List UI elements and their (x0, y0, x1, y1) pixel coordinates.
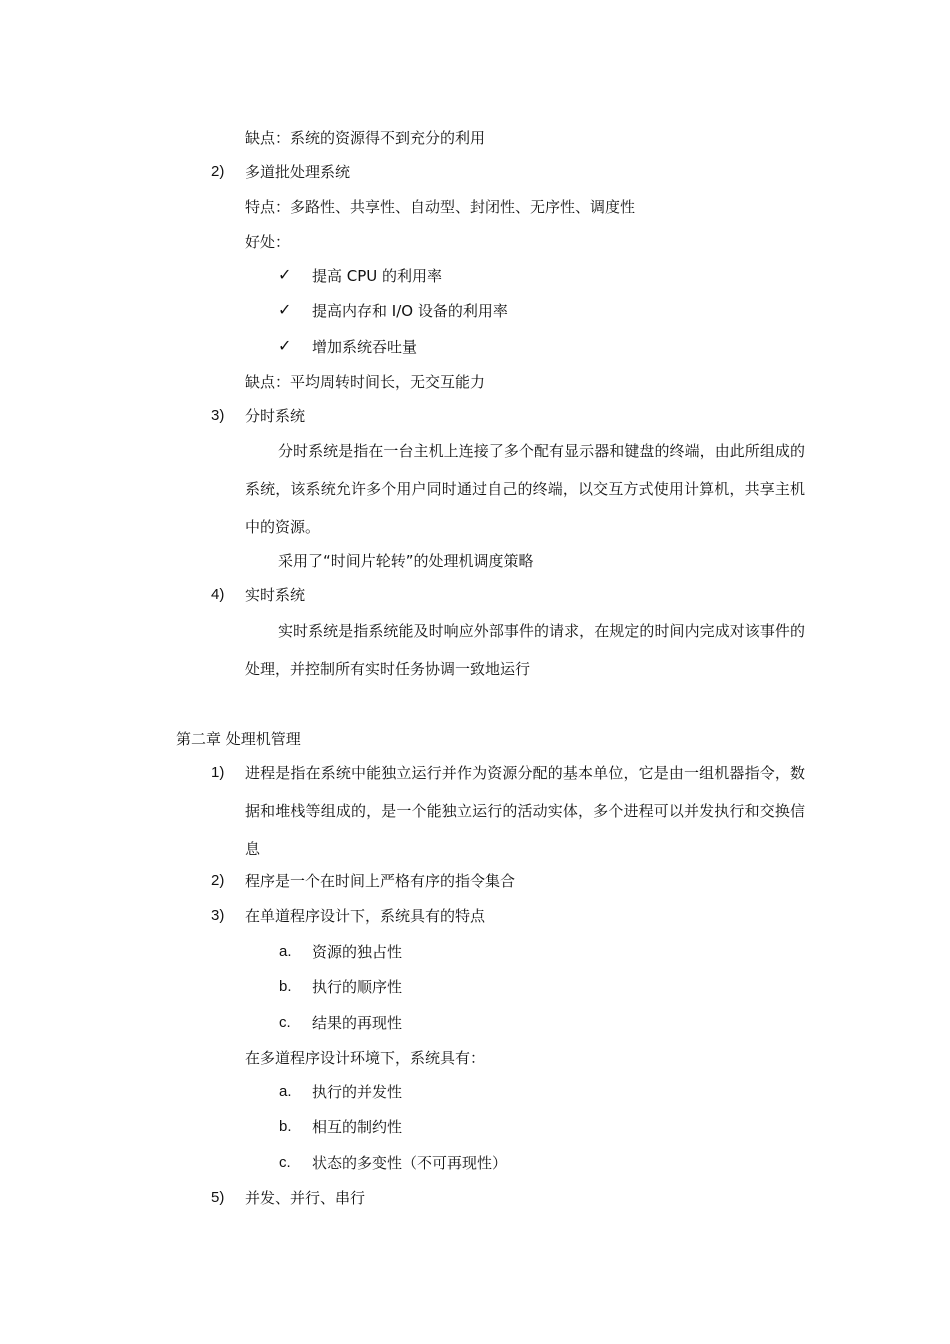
list-number: 4) (211, 586, 225, 603)
checkmark-icon: ✓ (278, 265, 292, 284)
list-number: 2) (211, 872, 225, 889)
chapter-heading: 第二章 处理机管理 (176, 730, 301, 748)
checkmark-icon: ✓ (278, 336, 292, 355)
realtime-title: 实时系统 (245, 586, 306, 604)
benefit-item: 提高 CPU 的利用率 (312, 267, 443, 285)
list-number: 1) (211, 764, 225, 781)
multi-feature-item: 执行的并发性 (312, 1083, 403, 1101)
sub-list-marker: a. (279, 943, 292, 960)
process-definition: 进程是指在系统中能独立运行并作为资源分配的基本单位，它是由一组机器指令，数据和堆栈等组成的，是一个能独立运行的活动实体，多个进程可以并发执行和交换信息 (245, 764, 805, 858)
sub-list-marker: c. (279, 1154, 291, 1171)
multi-batch-title: 多道批处理系统 (245, 163, 351, 181)
timesharing-strategy: 采用了“时间片轮转”的处理机调度策略 (278, 552, 534, 570)
timesharing-title: 分时系统 (245, 407, 306, 425)
benefit-item: 增加系统吞吐量 (312, 338, 418, 356)
list-number: 3) (211, 407, 225, 424)
single-feature-item: 结果的再现性 (312, 1014, 403, 1032)
list-number: 3) (211, 907, 225, 924)
checkmark-icon: ✓ (278, 300, 292, 319)
list-number: 2) (211, 163, 225, 180)
sub-list-marker: a. (279, 1083, 292, 1100)
single-batch-cons: 缺点：系统的资源得不到充分的利用 (245, 129, 486, 147)
sub-list-marker: b. (279, 1118, 292, 1135)
single-feature-item: 执行的顺序性 (312, 978, 403, 996)
list-number: 5) (211, 1189, 225, 1206)
timesharing-description: 分时系统是指在一台主机上连接了多个配有显示器和键盘的终端，由此所组成的系统，该系统允许多个用户同时通过自己的终端，以交互方式使用计算机，共享主机中的资源。 (245, 442, 805, 536)
benefits-label: 好处： (245, 233, 291, 251)
single-program-intro: 在单道程序设计下，系统具有的特点 (245, 907, 486, 925)
sub-list-marker: b. (279, 978, 292, 995)
sub-list-marker: c. (279, 1014, 291, 1031)
multi-batch-features: 特点：多路性、共享性、自动型、封闭性、无序性、调度性 (245, 198, 636, 216)
benefit-item: 提高内存和 I/O 设备的利用率 (312, 302, 508, 320)
concurrency-item: 并发、并行、串行 (245, 1189, 366, 1207)
program-definition: 程序是一个在时间上严格有序的指令集合 (245, 872, 516, 890)
multi-program-intro: 在多道程序设计环境下，系统具有： (245, 1049, 486, 1067)
single-feature-item: 资源的独占性 (312, 943, 403, 961)
multi-feature-item: 相互的制约性 (312, 1118, 403, 1136)
multi-batch-cons: 缺点：平均周转时间长，无交互能力 (245, 373, 486, 391)
multi-feature-item: 状态的多变性（不可再现性） (312, 1154, 508, 1172)
realtime-description: 实时系统是指系统能及时响应外部事件的请求，在规定的时间内完成对该事件的处理，并控制所有实时任务协调一致地运行 (245, 622, 805, 678)
